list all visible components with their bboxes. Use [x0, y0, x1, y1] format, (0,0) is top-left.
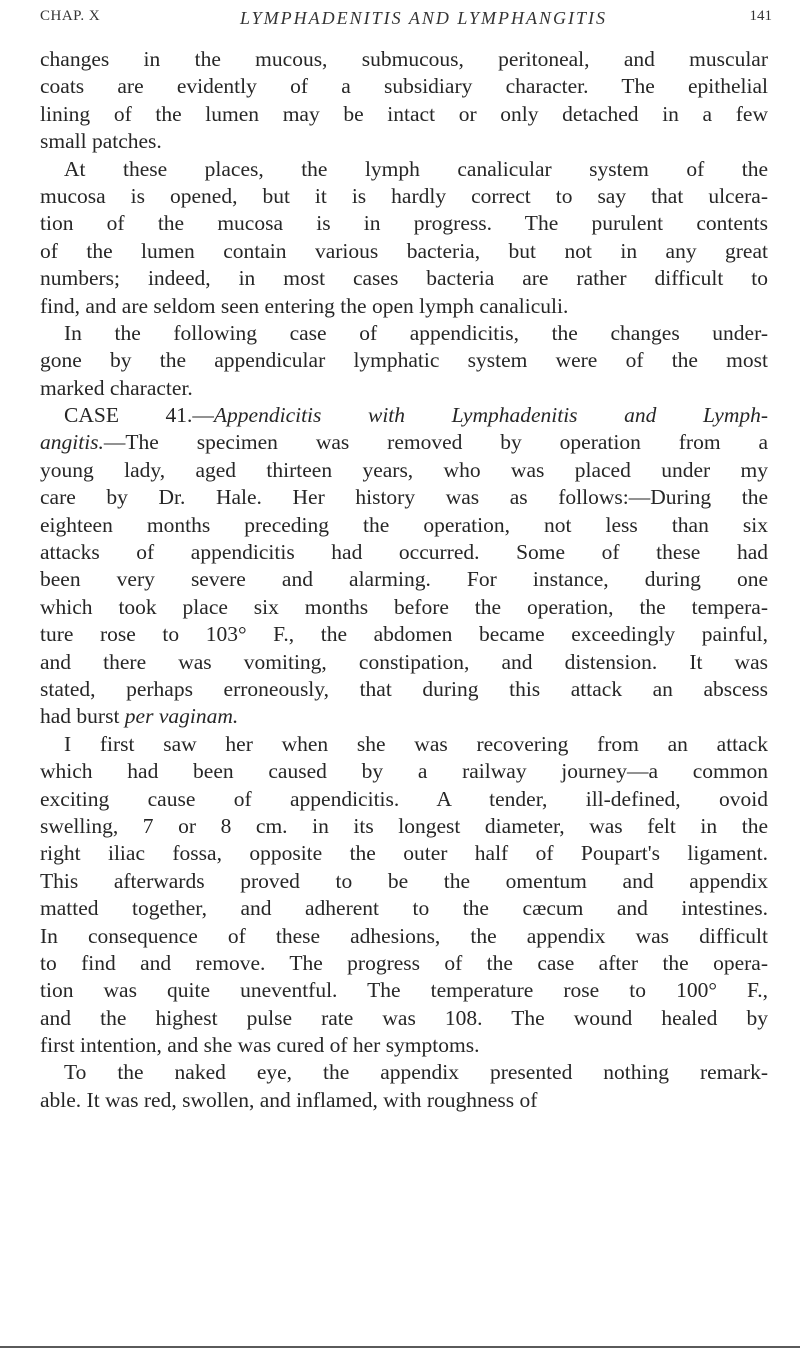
body-text [40, 46, 768, 1114]
text-line: numbers; indeed, in most cases bacteria are rather difficult to [40, 266, 768, 291]
text-line: exciting cause of appendicitis. A tender, ill-defined, ovoid [40, 786, 768, 811]
text-line: first intention, and she was cured of her symptoms. [40, 1033, 480, 1058]
text-line: gone by the appendicular lymphatic system were of the most [40, 348, 768, 373]
text-line: swelling, 7 or 8 cm. in its longest diameter, was felt in the [40, 813, 768, 838]
vaginam-line [40, 703, 768, 730]
case-heading-line [40, 402, 768, 429]
text-line: tion was quite uneventful. The temperature rose to 100° F., [40, 978, 768, 1003]
text-line: of the lumen contain various bacteria, but not in any great [40, 238, 768, 263]
case-title-end: angitis. [40, 430, 104, 455]
text-line: young lady, aged thirteen years, who was placed under my [40, 457, 768, 482]
text-line: lining of the lumen may be intact or only detached in a few [40, 101, 768, 126]
text-line: attacks of appendicitis had occurred. Some of these had [40, 540, 768, 565]
text-line: To the naked eye, the appendix presented nothing remark- [64, 1060, 768, 1085]
text-line: which had been caused by a railway journey—a common [40, 759, 768, 784]
latin-phrase: per vaginam. [124, 704, 239, 729]
text-line: tion of the mucosa is in progress. The purulent contents [40, 211, 768, 236]
text-line: At these places, the lymph canalicular system of the [64, 156, 768, 181]
text-line: to find and remove. The progress of the case after the opera- [40, 950, 768, 975]
text-line: been very severe and alarming. For instance, during one [40, 567, 768, 592]
text-line: marked character. [40, 375, 193, 400]
case-title-line [40, 429, 768, 456]
text-line: mucosa is opened, but it is hardly correct to say that ulcera- [40, 183, 768, 208]
text-line: changes in the mucous, submucous, peritoneal, and muscular [40, 47, 768, 71]
text-line: In consequence of these adhesions, the appendix was difficult [40, 923, 768, 948]
text-line: and there was vomiting, constipation, and distension. It was [40, 649, 768, 674]
case-dash: — [192, 403, 214, 428]
text-line: I first saw her when she was recovering from an attack [64, 731, 768, 756]
text-line: and the highest pulse rate was 108. The wound healed by [40, 1005, 768, 1030]
text-line: In the following case of appendicitis, the changes under- [64, 320, 768, 345]
text-line: coats are evidently of a subsidiary character. The epithelial [40, 74, 768, 99]
running-title: LYMPHADENITIS AND LYMPHANGITIS [240, 8, 607, 28]
text-span: had burst [40, 704, 125, 729]
case-text: —The specimen was removed by operation from a [103, 430, 768, 455]
text-line: right iliac fossa, opposite the outer half of Poupart's ligament. [40, 841, 768, 866]
text-line: stated, perhaps erroneously, that during this attack an abscess [40, 676, 768, 701]
text-line: matted together, and adherent to the cæcum and intestines. [40, 896, 768, 921]
page-bottom-rule [0, 1346, 800, 1348]
text-line: which took place six months before the operation, the tempera- [40, 594, 768, 619]
case-label: CASE 41. [64, 403, 193, 428]
text-line: small patches. [40, 129, 162, 154]
text-line: find, and are seldom seen entering the open lymph canaliculi. [40, 293, 569, 318]
text-line: eighteen months preceding the operation, not less than six [40, 512, 768, 537]
text-line: able. It was red, swollen, and inflamed, with roughness of [40, 1087, 538, 1112]
page-number: 141 [749, 8, 772, 24]
text-line: ture rose to 103° F., the abdomen became exceedingly painful, [40, 622, 768, 647]
chapter-label: CHAP. X [40, 8, 101, 24]
running-head [40, 8, 772, 36]
text-line: care by Dr. Hale. Her history was as follows:—During the [40, 485, 768, 510]
case-title: Appendicitis with Lymphadenitis and Lymph- [213, 403, 768, 428]
text-line: This afterwards proved to be the omentum and appendix [40, 868, 768, 893]
